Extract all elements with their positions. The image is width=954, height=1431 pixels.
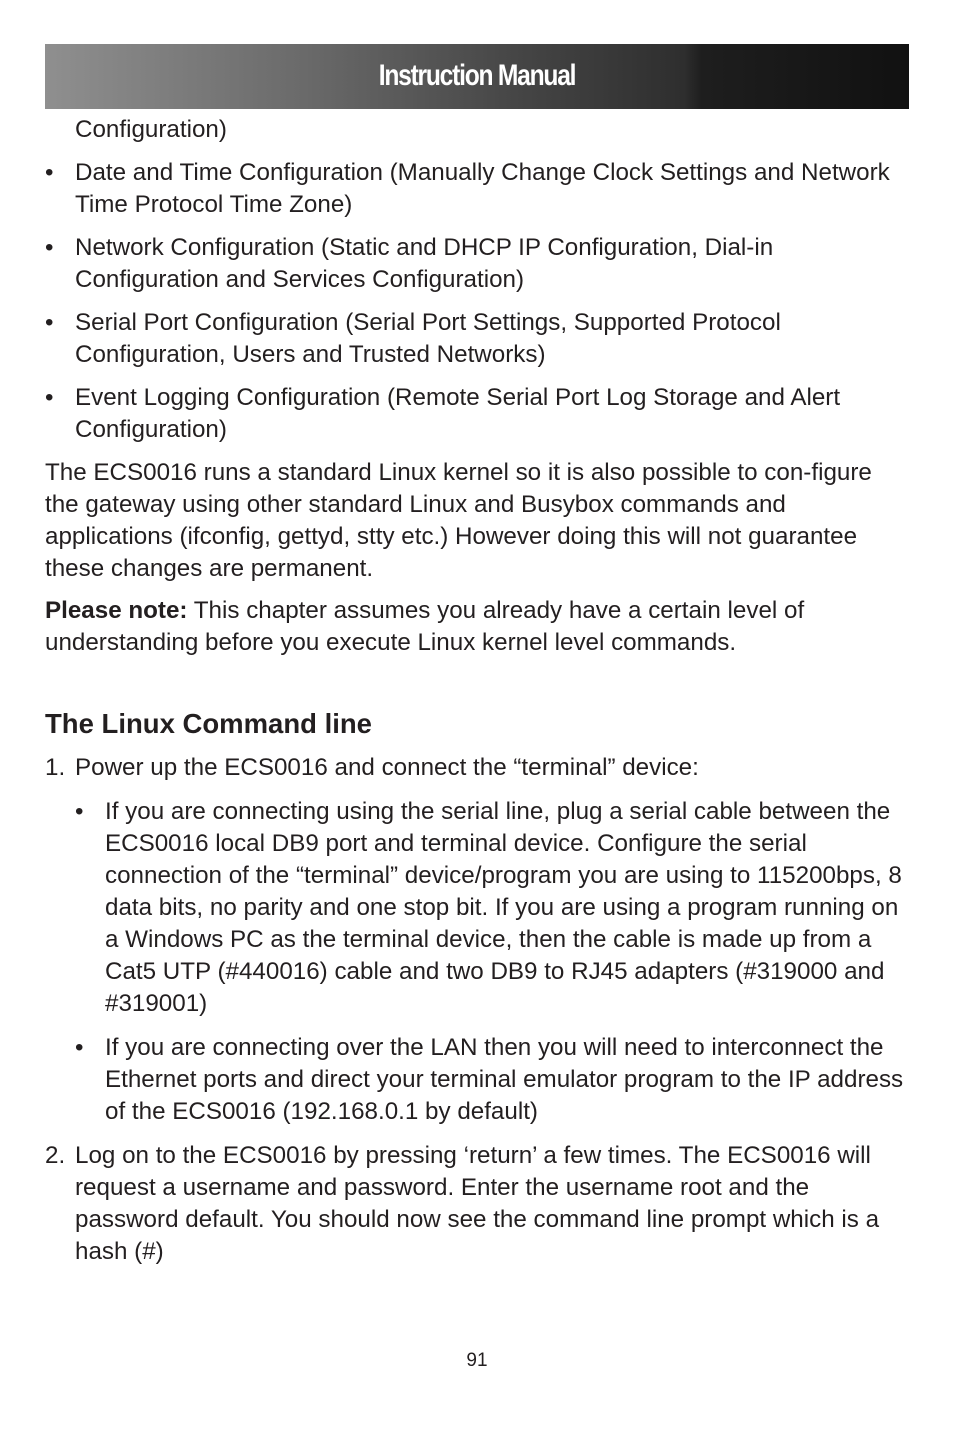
page-content <box>45 114 911 1268</box>
bullet-text: Network Configuration (Static and DHCP IP Configuration, Dial-in Configuration and Services Configuration) <box>75 234 774 293</box>
step-item <box>45 1140 911 1268</box>
sub-bullet-item <box>45 1032 911 1128</box>
step-text: Log on to the ECS0016 by pressing ‘return’ a few times. The ECS0016 will request a username and password. Enter the username root and the password default. You should now see the command line prompt which is a hash (#) <box>75 1142 880 1265</box>
bullet-item <box>45 157 911 221</box>
note-text: This chapter assumes you already have a certain level of understanding before you execute Linux kernel level commands. <box>45 597 805 656</box>
sub-bullet-text: If you are connecting using the serial line, plug a serial cable between the ECS0016 local DB9 port and terminal device. Configure the serial connection of the “terminal” device/program you are using to 115200bps, 8 data bits, no parity and one stop bit. If you are using a program running on a Windows PC as the terminal device, then the cable is made up from a Cat5 UTP (#440016) cable and two DB9 to RJ45 adapters (#319000 and #319001) <box>105 798 902 1017</box>
sub-bullet-item <box>45 796 911 1020</box>
note-label: Please note: <box>45 597 188 624</box>
bullet-dot: • <box>45 384 54 411</box>
step-number: 2. <box>45 1142 66 1169</box>
bullet-text: Event Logging Configuration (Remote Serial Port Log Storage and Alert Configuration) <box>75 384 841 443</box>
step-text: Power up the ECS0016 and connect the “terminal” device: <box>75 754 699 781</box>
page-number: 91 <box>466 1350 488 1371</box>
bullet-dot: • <box>45 159 54 186</box>
bullet-dot: • <box>75 1034 84 1061</box>
bullet-item <box>45 382 911 446</box>
body-paragraph: The ECS0016 runs a standard Linux kernel so it is also possible to con-figure the gateway using other standard Linux and Busybox commands and applications (ifconfig, gettyd, stty etc.) However doing this will not guarantee these changes are permanent. <box>45 459 872 582</box>
header-bar <box>45 44 909 109</box>
bullet-text: Serial Port Configuration (Serial Port Settings, Supported Protocol Configuration, Users and Trusted Networks) <box>75 309 781 368</box>
header-title: Instruction Manual <box>378 59 576 92</box>
bullet-item <box>45 307 911 371</box>
bullet-dot: • <box>45 309 54 336</box>
step-item <box>45 752 911 784</box>
bullet-text: Date and Time Configuration (Manually Change Clock Settings and Network Time Protocol Time Zone) <box>75 159 890 218</box>
bullet-dot: • <box>75 798 84 825</box>
bullet-item <box>45 232 911 296</box>
sub-bullet-text: If you are connecting over the LAN then you will need to interconnect the Ethernet ports and direct your terminal emulator program to the IP address of the ECS0016 (192.168.0.1 by default) <box>105 1034 904 1125</box>
section-title: The Linux Command line <box>45 708 372 739</box>
bullet-dot: • <box>45 234 54 261</box>
continuation-line: Configuration) <box>75 116 227 143</box>
step-number: 1. <box>45 754 66 781</box>
note-paragraph <box>45 595 911 659</box>
